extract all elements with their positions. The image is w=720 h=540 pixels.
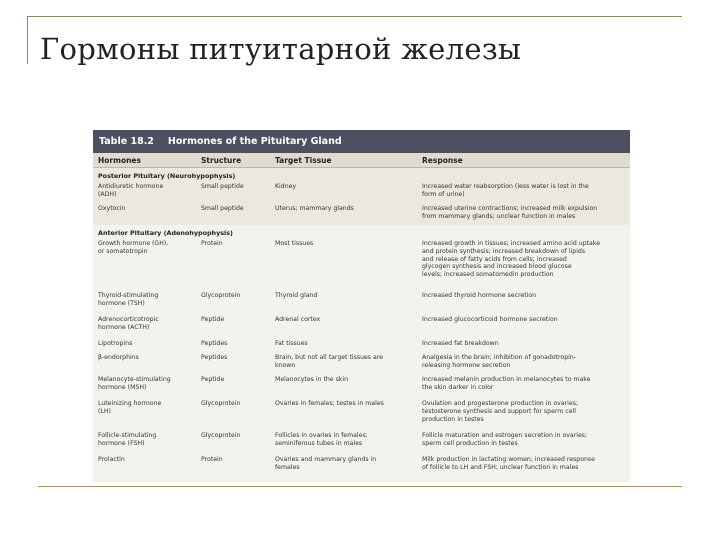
left-decor-line bbox=[27, 16, 28, 64]
section-anterior bbox=[93, 225, 630, 480]
column-header: Response bbox=[422, 155, 463, 165]
response-cell: Increased growth in tissues; increased amino acid uptake and protein synthesis; increased breakdown of lipids and release of fatty acids from cells; increased glycogen synthesis and increased blood glucose levels; increased somatomedin production bbox=[422, 240, 601, 279]
response-cell: Ovulation and progesterone production in ovaries; testosterone synthesis and support for sperm cell production in testes bbox=[422, 400, 579, 423]
table-row bbox=[93, 454, 630, 480]
target-cell: Fat tissues bbox=[275, 340, 308, 347]
hormone-cell: Prolactin bbox=[98, 456, 125, 463]
target-cell: Uterus; mammary glands bbox=[275, 205, 354, 212]
hormone-table-image bbox=[93, 130, 630, 482]
table-row bbox=[93, 314, 630, 338]
hormone-cell: Follicle-stimulating hormone (FSH) bbox=[98, 432, 157, 447]
response-cell: Increased fat breakdown bbox=[422, 340, 499, 347]
table-row bbox=[93, 352, 630, 374]
response-cell: Increased uterine contractions; increased milk expulsion from mammary glands; unclear function in males bbox=[422, 205, 598, 220]
target-cell: Kidney bbox=[275, 183, 297, 190]
hormone-cell: Adrenocorticotropic hormone (ACTH) bbox=[98, 316, 159, 331]
hormone-cell: Oxytocin bbox=[98, 205, 126, 212]
table-caption: Hormones of the Pituitary Gland bbox=[167, 136, 342, 147]
column-header: Target Tissue bbox=[275, 155, 332, 165]
structure-cell: Peptide bbox=[201, 316, 225, 323]
table-row bbox=[93, 238, 630, 290]
target-cell: Follicles in ovaries in females; seminiferous tubes in males bbox=[275, 432, 368, 447]
structure-cell: Small peptide bbox=[201, 205, 244, 212]
hormone-cell: Antidiuretic hormone (ADH) bbox=[98, 183, 164, 198]
column-header: Structure bbox=[201, 155, 242, 165]
structure-cell: Peptide bbox=[201, 376, 225, 383]
table-row bbox=[93, 338, 630, 352]
table-row bbox=[93, 290, 630, 314]
structure-cell: Glycoprotein bbox=[201, 432, 241, 439]
target-cell: Most tissues bbox=[275, 240, 314, 247]
table-row bbox=[93, 374, 630, 398]
response-cell: Increased thyroid hormone secretion bbox=[422, 292, 537, 299]
table-row bbox=[93, 203, 630, 225]
section-heading: Anterior Pituitary (Adenohypophysis) bbox=[98, 229, 233, 237]
target-cell: Melanocytes in the skin bbox=[275, 376, 349, 383]
target-cell: Brain, but not all target tissues are known bbox=[275, 354, 383, 369]
bottom-decor-line bbox=[38, 486, 682, 487]
section-posterior bbox=[93, 168, 630, 225]
response-cell: Milk production in lactating women; increased response of follicle to LH and FSH; unclear function in males bbox=[422, 456, 595, 471]
hormone-cell: Luteinizing hormone (LH) bbox=[98, 400, 162, 415]
structure-cell: Glycoprotein bbox=[201, 292, 241, 299]
target-cell: Thyroid gland bbox=[275, 292, 318, 299]
structure-cell: Peptides bbox=[201, 340, 228, 347]
target-cell: Adrenal cortex bbox=[275, 316, 321, 323]
response-cell: Analgesia in the brain; inhibition of gonadotropin- releasing hormone secretion bbox=[422, 354, 577, 369]
table-number: Table 18.2 bbox=[99, 136, 154, 147]
response-cell: Follicle maturation and estrogen secretion in ovaries; sperm cell production in testes bbox=[422, 432, 588, 447]
hormone-cell: Melanocyte-stimulating hormone (MSH) bbox=[98, 376, 171, 391]
target-cell: Ovaries in females; testes in males bbox=[275, 400, 384, 407]
structure-cell: Protein bbox=[201, 456, 223, 463]
hormone-cell: Lipotropins bbox=[98, 340, 133, 347]
table-row bbox=[93, 181, 630, 203]
structure-cell: Peptides bbox=[201, 354, 228, 361]
table-row bbox=[93, 398, 630, 430]
section-heading: Posterior Pituitary (Neurohypophysis) bbox=[98, 172, 236, 180]
response-cell: Increased melanin production in melanocytes to make the skin darker in color bbox=[422, 376, 591, 391]
target-cell: Ovaries and mammary glands in females bbox=[275, 456, 377, 471]
hormone-cell: Thyroid-stimulating hormone (TSH) bbox=[98, 292, 159, 307]
response-cell: Increased water reabsorption (less water is lost in the form of urine) bbox=[422, 183, 589, 198]
structure-cell: Protein bbox=[201, 240, 223, 247]
table-caption-bar bbox=[93, 130, 630, 153]
hormone-cell: Growth hormone (GH), or somatotropin bbox=[98, 240, 169, 255]
slide-title: Гормоны питуитарной железы bbox=[40, 32, 522, 66]
column-header: Hormones bbox=[98, 155, 141, 165]
response-cell: Increased glucocorticoid hormone secretion bbox=[422, 316, 558, 323]
top-decor-line bbox=[27, 16, 682, 17]
column-header-row bbox=[93, 153, 630, 168]
structure-cell: Glycoprotein bbox=[201, 400, 241, 407]
table-row bbox=[93, 430, 630, 454]
hormone-cell: β-endorphins bbox=[98, 354, 139, 361]
structure-cell: Small peptide bbox=[201, 183, 244, 190]
